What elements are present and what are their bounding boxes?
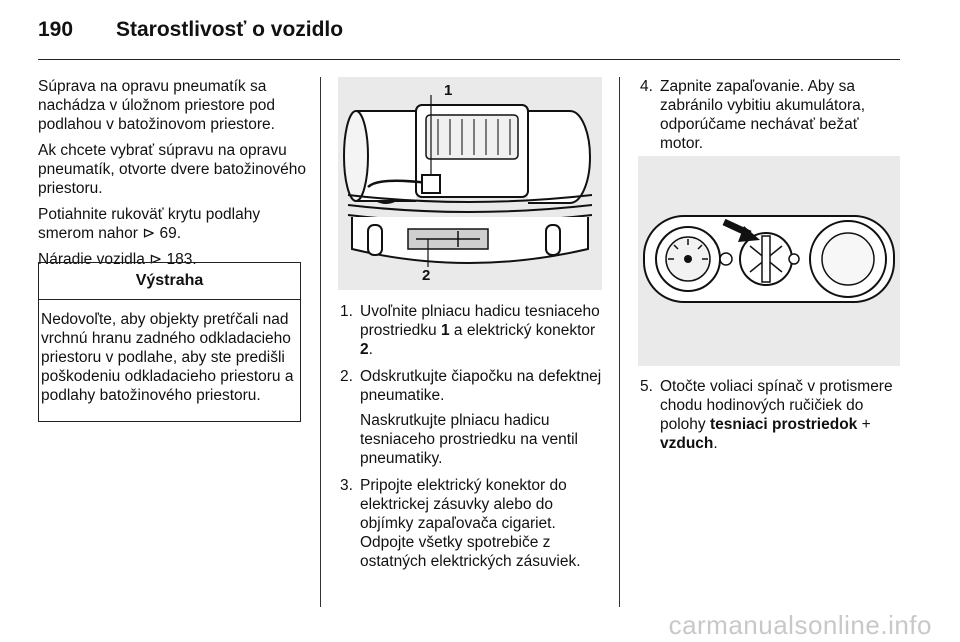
open-trunk-paragraph: Ak chcete vybrať súpravu na opravu pneumatík, otvorte dvere batožinového priestoru. bbox=[38, 142, 306, 197]
ref-arrow-icon: ⊳ bbox=[142, 225, 156, 242]
column-divider-right bbox=[619, 77, 620, 607]
middle-column bbox=[340, 302, 602, 579]
steps-list-middle bbox=[340, 302, 602, 571]
floor-cover-paragraph: Potiahnite rukoväť krytu podlahy smerom nahor ⊳ 69. bbox=[38, 206, 261, 242]
left-column bbox=[38, 77, 306, 276]
compressor-kit-illustration bbox=[338, 77, 602, 290]
right-column-top bbox=[640, 77, 902, 161]
tools-paragraph: Náradie vozidla ⊳ 183. bbox=[38, 251, 197, 268]
intro-paragraph: Súprava na opravu pneumatík sa nachádza v úložnom priestore pod podlahou v batožinovom priestore. bbox=[38, 78, 275, 133]
warning-body: Nedovoľte, aby objekty pretŕčali nad vrchnú hranu zadného odkladacieho priestoru v podlahe, aby ste predišli poškodeniu odkladacieho priestoru a podlahy batožinového priestoru. bbox=[41, 311, 294, 404]
right-column-bottom bbox=[640, 377, 902, 461]
steps-list-right-bottom bbox=[640, 377, 902, 453]
step-1: 1. Uvoľnite plniacu hadicu tesniaceho prostriedku 1 a elektrický konektor 2. bbox=[340, 303, 600, 358]
compressor-kit-drawing bbox=[338, 77, 602, 290]
selector-switch-illustration bbox=[638, 156, 900, 366]
step-4: 4. Zapnite zapaľovanie. Aby sa zabránilo vybitiu akumulátora, odporúčame nechávať bežať motor. bbox=[640, 78, 866, 152]
step-2: 2. Odskrutkujte čiapočku na defektnej pneumatike. Naskrutkujte plniacu hadicu tesniaceho prostriedku na ventil pneumatiky. bbox=[340, 368, 602, 467]
figure-label-2: 2 bbox=[422, 267, 431, 284]
column-divider-left bbox=[320, 77, 321, 607]
warning-box bbox=[38, 262, 301, 422]
step-5: 5. Otočte voliaci spínač v protismere chodu hodinových ručičiek do polohy tesniaci prostriedok + vzduch. bbox=[640, 378, 893, 452]
ref-arrow-icon: ⊳ bbox=[149, 251, 163, 268]
page-header bbox=[38, 18, 343, 48]
steps-list-right-top bbox=[640, 77, 902, 153]
watermark: carmanualsonline.info bbox=[668, 610, 932, 640]
step-3: 3. Pripojte elektrický konektor do elektrickej zásuvky alebo do objímky zapaľovača cigariet. Odpojte všetky spotrebiče z ostatných elektrických zásuviek. bbox=[340, 477, 581, 570]
page-title: Starostlivosť o vozidlo bbox=[116, 18, 344, 41]
page-number: 190 bbox=[38, 18, 74, 41]
page-ref-link[interactable]: 69. bbox=[159, 225, 182, 242]
warning-title: Výstraha bbox=[39, 263, 300, 300]
page-ref-link[interactable]: 183. bbox=[166, 251, 197, 268]
selector-switch-drawing bbox=[638, 156, 900, 366]
figure-label-1: 1 bbox=[444, 82, 453, 99]
header-rule bbox=[38, 59, 900, 60]
